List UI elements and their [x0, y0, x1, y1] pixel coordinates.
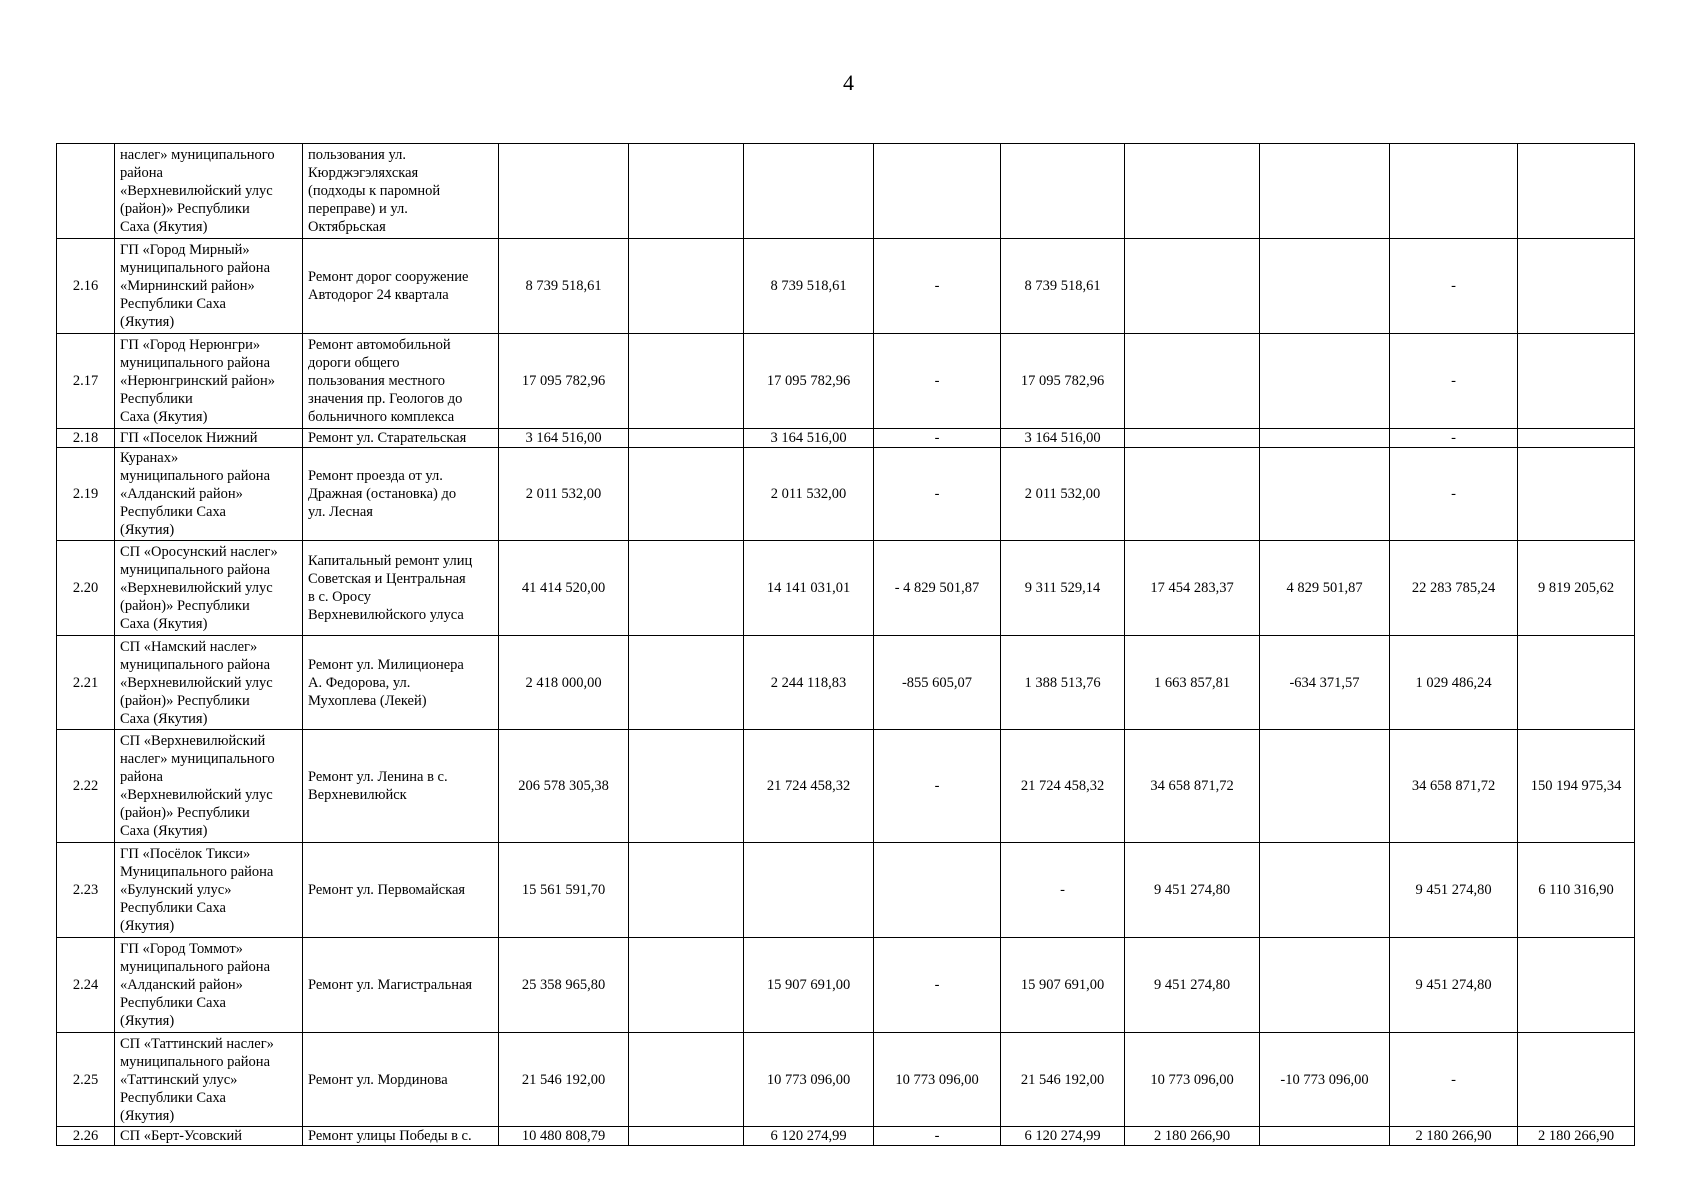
work-description-line: пользования ул.: [308, 147, 406, 163]
amount-cell-c4: -: [874, 334, 1001, 429]
organization-line: СП «Намский наслег»: [120, 638, 258, 655]
amount-cell-c2: [629, 334, 744, 429]
table-row: [57, 334, 1635, 429]
organization-cell: [115, 239, 303, 334]
organization-line: Саха (Якутия): [120, 409, 208, 425]
organization-line: (Якутия): [120, 522, 175, 538]
work-description-line: Ремонт ул. Первомайская: [308, 882, 466, 898]
amount-cell-c4: 10 773 096,00: [874, 1033, 1001, 1127]
amount-cell-c1: 206 578 305,38: [499, 730, 629, 843]
amount-cell-c4: -: [874, 429, 1001, 448]
work-description-line: Ремонт ул. Магистральная: [308, 977, 473, 993]
amount-cell-c5: 2 011 532,00: [1001, 448, 1125, 541]
work-description-cell: [303, 334, 499, 429]
table-row: [57, 448, 1635, 541]
amount-cell-c7: [1260, 730, 1390, 843]
organization-line: (район)» Республики: [120, 201, 250, 217]
amount-cell-c4: [874, 144, 1001, 239]
organization-cell: [115, 541, 303, 636]
work-description-line: Советская и Центральная: [308, 571, 466, 587]
amount-cell-c3: 2 011 532,00: [744, 448, 874, 541]
work-description-line: Капитальный ремонт улиц: [308, 553, 473, 569]
row-number-cell: 2.19: [57, 448, 115, 541]
organization-line: Республики Саха: [120, 995, 226, 1011]
amount-cell-c2: [629, 938, 744, 1033]
work-description-line: Ремонт улицы Победы в с.: [308, 1128, 472, 1144]
amount-cell-c1: 17 095 782,96: [499, 334, 629, 429]
organization-line: (Якутия): [120, 314, 175, 330]
work-description-line: Ремонт дорог сооружение: [308, 269, 469, 285]
work-description-cell: [303, 541, 499, 636]
amount-cell-c1: 21 546 192,00: [499, 1033, 629, 1127]
organization-line: наслег» муниципального: [120, 147, 275, 163]
organization-line: ГП «Город Нерюнгри»: [120, 337, 261, 353]
organization-line: СП «Верхневилюйский: [120, 733, 266, 749]
amount-cell-c8: -: [1390, 1033, 1518, 1127]
amount-cell-c2: [629, 1127, 744, 1146]
amount-cell-c3: 3 164 516,00: [744, 429, 874, 448]
organization-line: Саха (Якутия): [120, 616, 208, 632]
amount-cell-c6: [1125, 334, 1260, 429]
work-description-line: в с. Оросу: [308, 589, 371, 605]
amount-cell-c9: [1518, 334, 1635, 429]
amount-cell-c6: 10 773 096,00: [1125, 1033, 1260, 1127]
amount-cell-c8: 9 451 274,80: [1390, 938, 1518, 1033]
work-description-line: Верхневилюйск: [308, 787, 407, 803]
amount-cell-c8: 1 029 486,24: [1390, 636, 1518, 730]
organization-line: муниципального района: [120, 468, 270, 484]
row-number-cell: 2.25: [57, 1033, 115, 1127]
organization-line: муниципального района: [120, 959, 270, 975]
amount-cell-c4: -: [874, 239, 1001, 334]
work-description-line: пользования местного: [308, 373, 446, 389]
amount-cell-c9: [1518, 1033, 1635, 1127]
organization-line: Республики: [120, 391, 193, 407]
amount-cell-c5: -: [1001, 843, 1125, 938]
amount-cell-c2: [629, 448, 744, 541]
row-number-cell: 2.23: [57, 843, 115, 938]
organization-line: «Верхневилюйский улус: [120, 674, 273, 691]
amount-cell-c9: [1518, 636, 1635, 730]
organization-line: наслег» муниципального: [120, 751, 275, 767]
row-number-cell: 2.26: [57, 1127, 115, 1146]
organization-cell: [115, 730, 303, 843]
organization-line: «Алданский район»: [120, 977, 243, 993]
organization-line: Республики Саха: [120, 900, 226, 916]
amount-cell-c6: [1125, 429, 1260, 448]
amount-cell-c7: [1260, 1127, 1390, 1146]
amount-cell-c3: [744, 144, 874, 239]
amount-cell-c1: 8 739 518,61: [499, 239, 629, 334]
organization-line: «Булунский улус»: [120, 882, 232, 898]
amount-cell-c9: 150 194 975,34: [1518, 730, 1635, 843]
work-description-cell: [303, 448, 499, 541]
amount-cell-c3: 2 244 118,83: [744, 636, 874, 730]
amount-cell-c7: [1260, 429, 1390, 448]
organization-line: Саха (Якутия): [120, 219, 208, 235]
organization-line: муниципального района: [120, 260, 270, 276]
work-description-line: Кюрджэгэляхская: [308, 165, 419, 181]
organization-line: Саха (Якутия): [120, 710, 208, 727]
organization-line: (район)» Республики: [120, 692, 250, 709]
amount-cell-c5: 21 724 458,32: [1001, 730, 1125, 843]
work-description-cell: [303, 1033, 499, 1127]
row-number-cell: 2.24: [57, 938, 115, 1033]
organization-line: муниципального района: [120, 656, 270, 673]
amount-cell-c3: 8 739 518,61: [744, 239, 874, 334]
row-number-cell: 2.16: [57, 239, 115, 334]
organization-line: Муниципального района: [120, 864, 274, 880]
organization-line: ГП «Город Мирный»: [120, 242, 250, 258]
work-description-line: переправе) и ул.: [308, 201, 408, 217]
amount-cell-c1: 3 164 516,00: [499, 429, 629, 448]
table-row: [57, 1033, 1635, 1127]
organization-cell: [115, 1033, 303, 1127]
organization-line: «Алданский район»: [120, 486, 243, 502]
work-description-line: Ремонт автомобильной: [308, 337, 451, 353]
organization-line: «Мирнинский район»: [120, 278, 255, 294]
amount-cell-c8: -: [1390, 429, 1518, 448]
organization-line: Республики Саха: [120, 296, 226, 312]
amount-cell-c9: 9 819 205,62: [1518, 541, 1635, 636]
organization-cell: [115, 334, 303, 429]
amount-cell-c3: 17 095 782,96: [744, 334, 874, 429]
work-description-line: Ремонт ул. Милиционера: [308, 656, 464, 673]
amount-cell-c4: -: [874, 938, 1001, 1033]
organization-cell: [115, 1127, 303, 1146]
amount-cell-c5: 21 546 192,00: [1001, 1033, 1125, 1127]
amount-cell-c1: 41 414 520,00: [499, 541, 629, 636]
organization-line: Куранах»: [120, 450, 179, 466]
work-description-cell: [303, 636, 499, 730]
organization-line: муниципального района: [120, 562, 270, 578]
amount-cell-c2: [629, 541, 744, 636]
amount-cell-c8: -: [1390, 334, 1518, 429]
work-description-cell: [303, 843, 499, 938]
row-number-cell: 2.18: [57, 429, 115, 448]
amount-cell-c7: -10 773 096,00: [1260, 1033, 1390, 1127]
amount-cell-c1: 15 561 591,70: [499, 843, 629, 938]
work-description-line: Ремонт ул. Ленина в с.: [308, 769, 448, 785]
work-description-line: Мухоплева (Лекей): [308, 692, 427, 709]
work-description-line: значения пр. Геологов до: [308, 391, 463, 407]
row-number-cell: 2.20: [57, 541, 115, 636]
amount-cell-c4: -: [874, 1127, 1001, 1146]
amount-cell-c7: [1260, 144, 1390, 239]
work-description-line: Ремонт проезда от ул.: [308, 468, 443, 484]
amount-cell-c5: 6 120 274,99: [1001, 1127, 1125, 1146]
amount-cell-c8: 34 658 871,72: [1390, 730, 1518, 843]
amount-cell-c7: [1260, 334, 1390, 429]
program-table: [56, 143, 1635, 1146]
work-description-line: Ремонт ул. Мординова: [308, 1071, 448, 1088]
amount-cell-c3: 14 141 031,01: [744, 541, 874, 636]
amount-cell-c4: -855 605,07: [874, 636, 1001, 730]
amount-cell-c8: 22 283 785,24: [1390, 541, 1518, 636]
amount-cell-c6: 2 180 266,90: [1125, 1127, 1260, 1146]
organization-line: «Таттинский улус»: [120, 1071, 238, 1088]
organization-cell: [115, 938, 303, 1033]
amount-cell-c6: 17 454 283,37: [1125, 541, 1260, 636]
amount-cell-c1: 2 011 532,00: [499, 448, 629, 541]
amount-cell-c4: - 4 829 501,87: [874, 541, 1001, 636]
amount-cell-c6: 34 658 871,72: [1125, 730, 1260, 843]
work-description-cell: [303, 429, 499, 448]
amount-cell-c4: [874, 843, 1001, 938]
amount-cell-c5: [1001, 144, 1125, 239]
work-description-cell: [303, 938, 499, 1033]
amount-cell-c5: 8 739 518,61: [1001, 239, 1125, 334]
organization-line: района: [120, 769, 163, 785]
table-row: [57, 541, 1635, 636]
work-description-line: Дражная (остановка) до: [308, 486, 457, 502]
amount-cell-c2: [629, 144, 744, 239]
amount-cell-c5: 17 095 782,96: [1001, 334, 1125, 429]
organization-line: ГП «Поселок Нижний: [120, 430, 258, 446]
row-number-cell: 2.22: [57, 730, 115, 843]
amount-cell-c2: [629, 239, 744, 334]
amount-cell-c2: [629, 730, 744, 843]
work-description-line: (подходы к паромной: [308, 183, 441, 199]
amount-cell-c1: 10 480 808,79: [499, 1127, 629, 1146]
amount-cell-c6: 9 451 274,80: [1125, 938, 1260, 1033]
amount-cell-c3: 21 724 458,32: [744, 730, 874, 843]
amount-cell-c2: [629, 843, 744, 938]
amount-cell-c4: -: [874, 448, 1001, 541]
organization-line: СП «Берт-Усовский: [120, 1128, 242, 1144]
table-row: [57, 843, 1635, 938]
amount-cell-c8: 9 451 274,80: [1390, 843, 1518, 938]
amount-cell-c8: -: [1390, 239, 1518, 334]
work-description-cell: [303, 239, 499, 334]
amount-cell-c2: [629, 429, 744, 448]
organization-line: Республики Саха: [120, 504, 226, 520]
table-row: [57, 1127, 1635, 1146]
work-description-cell: [303, 730, 499, 843]
amount-cell-c9: 2 180 266,90: [1518, 1127, 1635, 1146]
organization-line: района: [120, 165, 163, 181]
organization-cell: [115, 843, 303, 938]
work-description-line: дороги общего: [308, 355, 400, 371]
work-description-cell: [303, 1127, 499, 1146]
organization-line: ГП «Посёлок Тикси»: [120, 846, 251, 862]
amount-cell-c3: [744, 843, 874, 938]
organization-cell: [115, 448, 303, 541]
amount-cell-c7: -634 371,57: [1260, 636, 1390, 730]
organization-cell: [115, 636, 303, 730]
amount-cell-c1: 2 418 000,00: [499, 636, 629, 730]
amount-cell-c8: [1390, 144, 1518, 239]
row-number-cell: 2.17: [57, 334, 115, 429]
amount-cell-c6: [1125, 239, 1260, 334]
work-description-line: ул. Лесная: [308, 504, 373, 520]
organization-line: Республики Саха: [120, 1089, 226, 1106]
amount-cell-c4: -: [874, 730, 1001, 843]
row-number-cell: [57, 144, 115, 239]
organization-line: Саха (Якутия): [120, 823, 208, 839]
work-description-line: Ремонт ул. Старательская: [308, 430, 467, 446]
amount-cell-c5: 3 164 516,00: [1001, 429, 1125, 448]
organization-line: «Верхневилюйский улус: [120, 580, 273, 596]
amount-cell-c6: 1 663 857,81: [1125, 636, 1260, 730]
amount-cell-c9: [1518, 429, 1635, 448]
amount-cell-c9: [1518, 239, 1635, 334]
organization-line: муниципального района: [120, 1053, 270, 1070]
organization-line: «Нерюнгринский район»: [120, 373, 276, 389]
amount-cell-c6: [1125, 144, 1260, 239]
amount-cell-c3: 10 773 096,00: [744, 1033, 874, 1127]
work-description-line: Октябрьская: [308, 219, 386, 235]
work-description-line: больничного комплекса: [308, 409, 455, 425]
amount-cell-c3: 6 120 274,99: [744, 1127, 874, 1146]
amount-cell-c6: 9 451 274,80: [1125, 843, 1260, 938]
work-description-line: Верхневилюйского улуса: [308, 607, 464, 623]
amount-cell-c7: [1260, 448, 1390, 541]
amount-cell-c1: [499, 144, 629, 239]
amount-cell-c5: 1 388 513,76: [1001, 636, 1125, 730]
amount-cell-c5: 15 907 691,00: [1001, 938, 1125, 1033]
amount-cell-c7: [1260, 239, 1390, 334]
amount-cell-c8: 2 180 266,90: [1390, 1127, 1518, 1146]
work-description-line: Автодорог 24 квартала: [308, 287, 449, 303]
table-row: [57, 938, 1635, 1033]
organization-line: (район)» Республики: [120, 805, 250, 821]
amount-cell-c9: [1518, 938, 1635, 1033]
table-row: [57, 239, 1635, 334]
amount-cell-c9: 6 110 316,90: [1518, 843, 1635, 938]
amount-cell-c8: -: [1390, 448, 1518, 541]
table-row: [57, 429, 1635, 448]
amount-cell-c2: [629, 1033, 744, 1127]
organization-line: муниципального района: [120, 355, 270, 371]
organization-line: (Якутия): [120, 918, 175, 934]
amount-cell-c7: [1260, 938, 1390, 1033]
row-number-cell: 2.21: [57, 636, 115, 730]
organization-line: «Верхневилюйский улус: [120, 183, 273, 199]
amount-cell-c3: 15 907 691,00: [744, 938, 874, 1033]
organization-line: (Якутия): [120, 1107, 175, 1124]
amount-cell-c5: 9 311 529,14: [1001, 541, 1125, 636]
organization-line: СП «Таттинский наслег»: [120, 1035, 274, 1052]
amount-cell-c6: [1125, 448, 1260, 541]
table-row: [57, 144, 1635, 239]
organization-cell: [115, 144, 303, 239]
organization-line: (Якутия): [120, 1013, 175, 1029]
organization-line: «Верхневилюйский улус: [120, 787, 273, 803]
work-description-cell: [303, 144, 499, 239]
amount-cell-c7: [1260, 843, 1390, 938]
organization-line: СП «Оросунский наслег»: [120, 544, 278, 560]
amount-cell-c9: [1518, 144, 1635, 239]
table-row: [57, 636, 1635, 730]
amount-cell-c9: [1518, 448, 1635, 541]
amount-cell-c7: 4 829 501,87: [1260, 541, 1390, 636]
table-row: [57, 730, 1635, 843]
organization-line: (район)» Республики: [120, 598, 250, 614]
amount-cell-c2: [629, 636, 744, 730]
organization-line: ГП «Город Томмот»: [120, 941, 243, 957]
page-number: 4: [843, 70, 854, 95]
work-description-line: А. Федорова, ул.: [308, 674, 411, 691]
amount-cell-c1: 25 358 965,80: [499, 938, 629, 1033]
organization-cell: [115, 429, 303, 448]
